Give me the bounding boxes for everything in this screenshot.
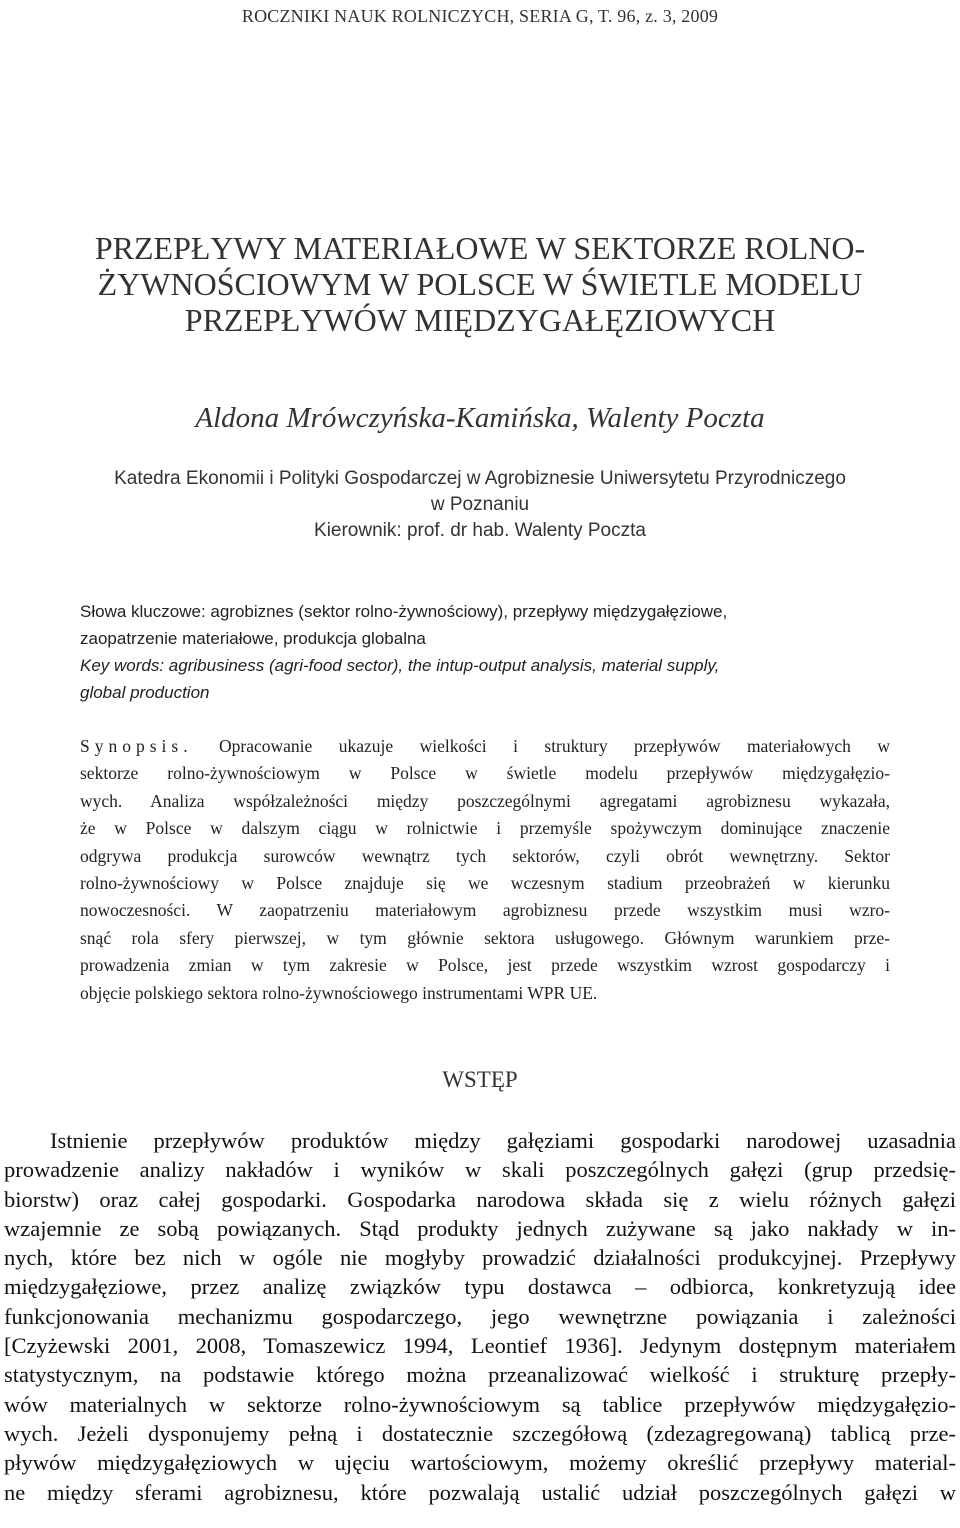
body-line: Istnienie przepływów produktów między gałęziami gospodarki narodowej uzasadnia [50,1128,956,1153]
affiliation-line: Kierownik: prof. dr hab. Walenty Poczta [314,520,646,541]
affiliation-line: w Poznaniu [430,494,530,515]
body-line: biorstw) oraz całej gospodarki. Gospodarka narodowa składa się z wielu różnych gałęzi [4,1186,956,1212]
synopsis-line: objęcie polskiego sektora rolno-żywnościowego instrumentami WPR UE. [80,982,598,1003]
synopsis-label: Synopsis. [80,736,193,756]
synopsis-line: wych. Analiza współzależności między poszczególnymi agregatami agrobiznesu wykazała, [80,790,890,811]
synopsis-line: snąć rola sfery pierwszej, w tym głównie sektora usługowego. Głównym warunkiem prze- [80,927,890,948]
keywords-en-line: Key words: agribusiness (agri-food sector), the intup-output analysis, material supply, [80,656,720,675]
title-line: PRZEPŁYWÓW MIĘDZYGAŁĘZIOWYCH [184,302,776,338]
body-line: prowadzenie analizy nakładów i wyników w skali poszczególnych gałęzi (grup przedsię- [4,1157,956,1183]
journal-header: ROCZNIKI NAUK ROLNICZYCH, SERIA G, T. 96, z. 3, 2009 [241,6,719,26]
authors: Aldona Mrówczyńska-Kamińska, Walenty Poczta [195,402,765,434]
body-line: międzygałęziowe, przez analizę związków typu dostawca – odbiorca, konkretyzują idee [4,1274,956,1300]
synopsis-line: nowoczesności. W zaopatrzeniu materiałowym agrobiznesu przede wszystkim musi wzro- [80,900,890,921]
body-line: [Czyżewski 2001, 2008, Tomaszewicz 1994, Leontief 1936]. Jedynym dostępnym materiałem [4,1333,956,1359]
body-line: wów materialnych w sektorze rolno-żywnościowym są tablice przepływów międzygałęzio- [4,1391,956,1417]
affiliation-line: Katedra Ekonomii i Polityki Gospodarczej w Agrobiznesie Uniwersytetu Przyrodniczego [114,468,846,489]
section-heading: WSTĘP [442,1067,518,1092]
synopsis-line: że w Polsce w dalszym ciągu w rolnictwie i przemyśle spożywczym dominujące znaczenie [80,818,890,839]
synopsis-line: prowadzenia zmian w tym zakresie w Polsce, jest przede wszystkim wzrost gospodarczy i [80,955,890,976]
body-line: ne między sferami agrobiznesu, które pozwalają ustalić udział poszczególnych gałęzi w [4,1479,956,1505]
synopsis-line: odgrywa produkcja surowców wewnątrz tych sektorów, czyli obrót wewnętrzny. Sektor [80,845,890,866]
synopsis-line: sektorze rolno-żywnościowym w Polsce w świetle modelu przepływów międzygałęzio- [80,763,890,784]
article-title [60,230,900,338]
synopsis [80,733,890,1007]
synopsis-line: rolno-żywnościowy w Polsce znajduje się we wczesnym stadium przeobrażeń w kierunku [80,873,890,894]
body-text [4,1126,956,1507]
keywords-pl-line: Słowa kluczowe: agrobiznes (sektor rolno-żywnościowy), przepływy międzygałęziowe, [80,602,728,621]
title-line: ŻYWNOŚCIOWYM W POLSCE W ŚWIETLE MODELU [97,266,863,302]
keywords-pl-line: zaopatrzenie materiałowe, produkcja globalna [80,629,426,648]
body-line: statystycznym, na podstawie którego można przeanalizować wielkość i strukturę przepły- [4,1362,956,1388]
body-line: funkcjonowania mechanizmu gospodarczego, jego wewnętrzne powiązania i zależności [4,1303,956,1329]
synopsis-first-line [80,733,890,760]
title-line: PRZEPŁYWY MATERIAŁOWE W SEKTORZE ROLNO- [94,230,866,266]
body-line: wzajemnie ze sobą powiązanych. Stąd produkty jednych zużywane są jako nakłady w in- [4,1215,956,1241]
keywords-en-line: global production [80,683,210,702]
keywords [80,598,890,706]
affiliation [0,466,960,544]
synopsis-text: Opracowanie ukazuje wielkości i struktury przepływów materiałowych w [219,736,890,756]
body-line: pływów międzygałęziowych w ujęciu wartościowym, możemy określić przepływy material- [4,1450,956,1476]
body-line: wych. Jeżeli dysponujemy pełną i dostatecznie szczegółową (zdezagregowaną) tablicą prze- [4,1420,956,1446]
body-line: nych, które bez nich w ogóle nie mogłyby prowadzić działalności produkcyjnej. Przepływy [4,1245,956,1271]
